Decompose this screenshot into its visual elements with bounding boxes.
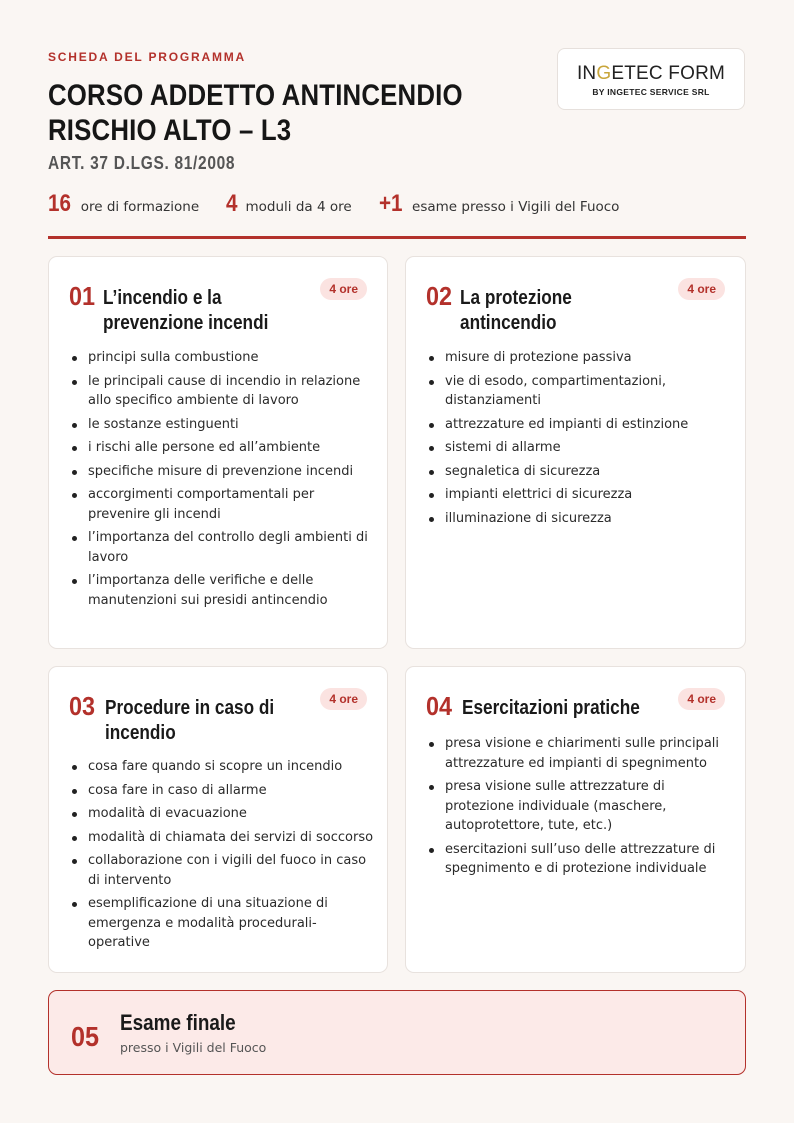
exam-subtitle: presso i Vigili del Fuoco [120, 1040, 267, 1055]
list-item: presa visione e chiarimenti sulle principali attrezzature ed impianti di spegnimento [428, 734, 728, 773]
list-item: modalità di chiamata dei servizi di soccorso [71, 828, 376, 848]
company-logo [557, 48, 745, 110]
list-item: le principali cause di incendio in relazione allo specifico ambiente di lavoro [71, 372, 373, 411]
module-number: 03 [69, 691, 96, 721]
module-title-line: Esercitazioni pratiche [462, 697, 640, 719]
module-header [69, 283, 295, 336]
list-item: sistemi di allarme [428, 438, 718, 458]
page-title-line-1: CORSO ADDETTO ANTINCENDIO [48, 79, 463, 112]
list-item: specifiche misure di prevenzione incendi [71, 462, 373, 482]
list-item: i rischi alle persone ed all’ambiente [71, 438, 373, 458]
module-title-line: prevenzione incendi [103, 312, 269, 334]
duration-badge: 4 ore [678, 688, 725, 710]
stat-number: +1 [378, 190, 403, 217]
logo-wordmark-accent: G [596, 63, 612, 84]
course-stats [48, 190, 646, 220]
list-item: cosa fare in caso di allarme [71, 781, 376, 801]
list-item: collaborazione con i vigili del fuoco in caso di intervento [71, 851, 376, 890]
duration-badge: 4 ore [678, 278, 725, 300]
topic-list [428, 348, 718, 532]
list-item: attrezzature ed impianti di estinzione [428, 415, 718, 435]
module-title [462, 696, 640, 721]
stat-modules [226, 190, 352, 218]
page-subtitle: ART. 37 D.LGS. 81/2008 [48, 153, 236, 173]
list-item: l’importanza delle verifiche e delle manutenzioni sui presidi antincendio [71, 571, 373, 610]
module-header [426, 693, 669, 721]
module-title-line: antincendio [460, 312, 557, 334]
topic-list [71, 348, 373, 614]
list-item: esemplificazione di una situazione di emergenza e modalità procedurali-operative [71, 894, 376, 953]
module-title-line: L’incendio e la [103, 287, 222, 309]
exam-title: Esame finale [120, 1010, 236, 1035]
list-item: accorgimenti comportamentali per prevenire gli incendi [71, 485, 373, 524]
module-card-04 [405, 666, 746, 973]
stat-hours [48, 190, 199, 218]
list-item: esercitazioni sull’uso delle attrezzature di spegnimento e di protezione individuale [428, 840, 728, 879]
list-item: cosa fare quando si scopre un incendio [71, 757, 376, 777]
stat-label: esame presso i Vigili del Fuoco [412, 199, 620, 215]
module-header [426, 283, 590, 336]
module-title [105, 696, 274, 746]
module-card-02 [405, 256, 746, 649]
module-title-line: incendio [105, 722, 176, 744]
module-header [69, 693, 302, 746]
stat-label: ore di formazione [80, 199, 200, 215]
list-item: misure di protezione passiva [428, 348, 718, 368]
header-divider [48, 236, 746, 239]
list-item: vie di esodo, compartimentazioni, distanziamenti [428, 372, 718, 411]
list-item: modalità di evacuazione [71, 804, 376, 824]
stat-exam [379, 190, 620, 218]
list-item: le sostanze estinguenti [71, 415, 373, 435]
duration-badge: 4 ore [320, 278, 367, 300]
list-item: segnaletica di sicurezza [428, 462, 718, 482]
list-item: presa visione sulle attrezzature di protezione individuale (maschere, autoprotettore, tute, etc.) [428, 777, 728, 836]
logo-tagline: BY INGETEC SERVICE SRL [592, 87, 710, 97]
module-number: 01 [69, 281, 96, 311]
module-card-01 [48, 256, 388, 649]
logo-wordmark [558, 63, 744, 85]
stat-label: moduli da 4 ore [245, 199, 352, 215]
page-title-line-2: RISCHIO ALTO – L3 [48, 114, 292, 147]
topic-list [71, 757, 376, 957]
module-title-line: La protezione [460, 287, 572, 309]
module-number: 04 [426, 691, 453, 721]
stat-number: 16 [48, 190, 71, 217]
list-item: principi sulla combustione [71, 348, 373, 368]
logo-wordmark-post: ETEC FORM [611, 63, 726, 84]
list-item: l’importanza del controllo degli ambienti di lavoro [71, 528, 373, 567]
eyebrow-label: SCHEDA DEL PROGRAMMA [48, 50, 247, 64]
list-item: impianti elettrici di sicurezza [428, 485, 718, 505]
module-title [460, 286, 572, 336]
topic-list [428, 734, 728, 883]
stat-number: 4 [226, 190, 238, 217]
exam-number: 05 [71, 1021, 100, 1052]
duration-badge: 4 ore [320, 688, 367, 710]
list-item: illuminazione di sicurezza [428, 509, 718, 529]
final-exam-card [48, 990, 746, 1075]
module-title-line: Procedure in caso di [105, 697, 275, 719]
module-number: 02 [426, 281, 453, 311]
module-card-03 [48, 666, 388, 973]
logo-wordmark-pre: IN [576, 63, 597, 84]
module-title [103, 286, 268, 336]
page-title [48, 78, 461, 148]
